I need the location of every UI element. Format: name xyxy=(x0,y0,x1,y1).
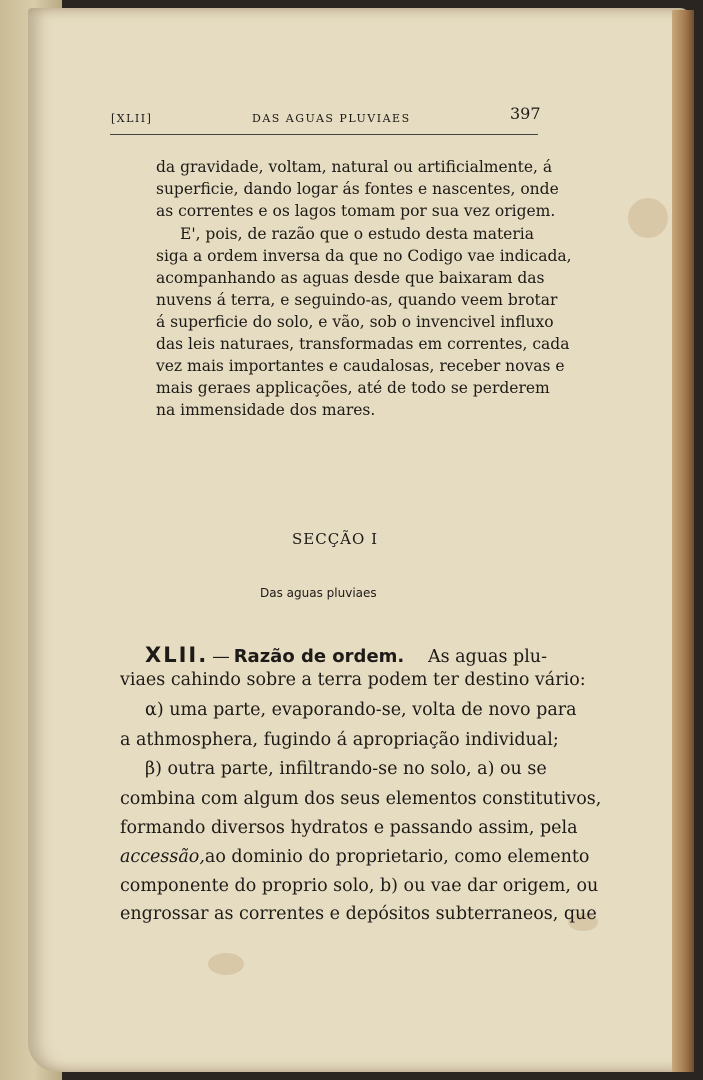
text-fragment: ao dominio do proprietario, como elemento xyxy=(204,847,590,867)
text-line: as correntes e os lagos tomam por sua vez origem. xyxy=(156,202,556,220)
text-line: viaes cahindo sobre a terra podem ter destino vário: xyxy=(120,670,586,690)
text-line: á superficie do solo, e vão, sob o invencivel influxo xyxy=(156,313,554,331)
article-dash: — xyxy=(212,647,230,667)
text-line: da gravidade, voltam, natural ou artificialmente, á xyxy=(156,158,553,176)
section-title: SECÇÃO I xyxy=(292,530,379,548)
text-line: mais geraes applicações, até de todo se perderem xyxy=(156,379,550,397)
text-line: combina com algum dos seus elementos constitutivos, xyxy=(120,789,602,809)
header-title: DAS AGUAS PLUVIAES xyxy=(252,112,411,125)
article-heading-line xyxy=(145,643,547,667)
text-line: siga a ordem inversa da que no Codigo vae indicada, xyxy=(156,247,572,265)
italic-word: accessão, xyxy=(120,847,205,867)
header-chapter: [XLII] xyxy=(111,112,153,125)
text-line: As aguas plu- xyxy=(427,647,547,667)
text-line: das leis naturaes, transformadas em correntes, cada xyxy=(156,335,570,353)
text-line: nuvens á terra, e seguindo-as, quando veem brotar xyxy=(156,291,558,309)
text-line xyxy=(120,847,590,867)
text-line: β) outra parte, infiltrando-se no solo, a) ou se xyxy=(145,759,547,779)
page-number: 397 xyxy=(510,104,541,123)
foxing-spot xyxy=(208,953,244,975)
text-line: vez mais importantes e caudalosas, receber novas e xyxy=(156,357,565,375)
text-line: superficie, dando logar ás fontes e nascentes, onde xyxy=(156,180,559,198)
text-line: E', pois, de razão que o estudo desta materia xyxy=(180,225,534,243)
text-line: a athmosphera, fugindo á apropriação individual; xyxy=(120,730,559,750)
text-line: engrossar as correntes e depósitos subterraneos, que xyxy=(120,904,597,924)
text-line: na immensidade dos mares. xyxy=(156,401,376,419)
section-subtitle: Das aguas pluviaes xyxy=(260,586,377,600)
text-line: α) uma parte, evaporando-se, volta de novo para xyxy=(145,700,577,720)
text-line: formando diversos hydratos e passando assim, pela xyxy=(120,818,578,838)
text-line: componente do proprio solo, b) ou vae dar origem, ou xyxy=(120,876,599,896)
article-heading: Razão de ordem. xyxy=(233,646,405,667)
header-rule xyxy=(110,134,538,135)
text-line: acompanhando as aguas desde que baixaram das xyxy=(156,269,545,287)
article-number: XLII. xyxy=(145,643,209,667)
foxing-spot xyxy=(628,198,668,238)
right-page-edge xyxy=(672,10,694,1072)
